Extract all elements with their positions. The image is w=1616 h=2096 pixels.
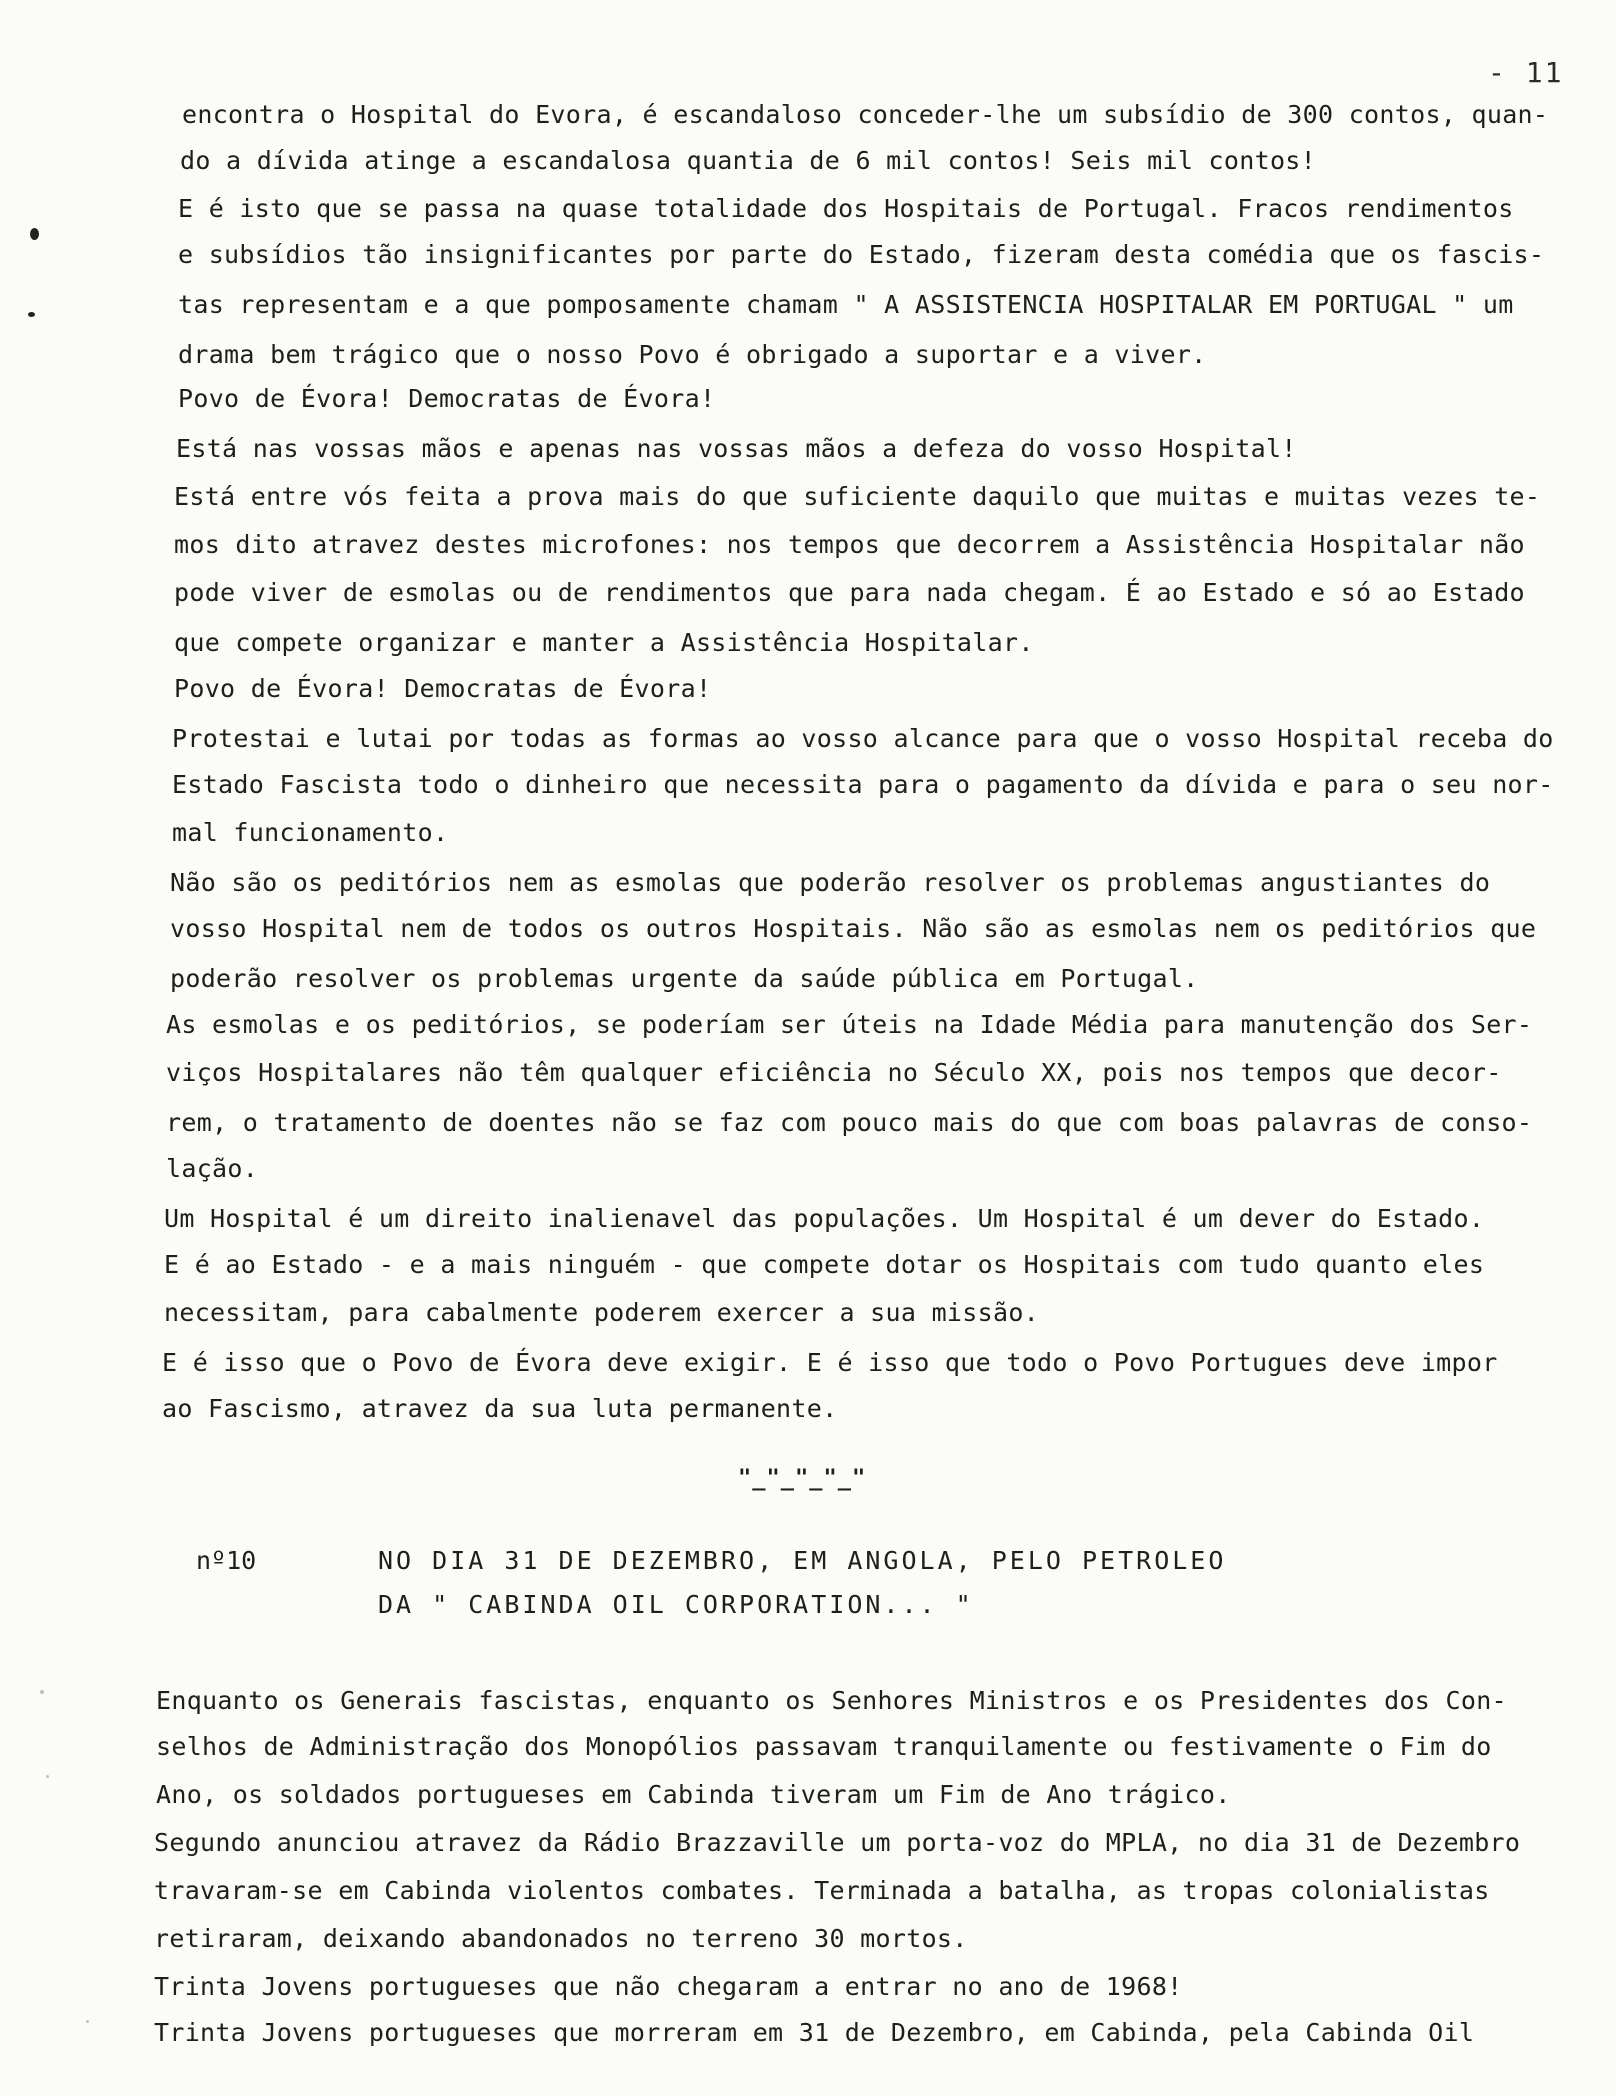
body-line: mal funcionamento. — [172, 818, 449, 847]
body-line: As esmolas e os peditórios, se poderíam ser úteis na Idade Média para manutenção dos Ser- — [166, 1010, 1533, 1039]
scan-mark — [28, 312, 35, 317]
body-line: drama bem trágico que o nosso Povo é obrigado a suportar e a viver. — [178, 340, 1207, 369]
body-line: pode viver de esmolas ou de rendimentos que para nada chegam. É ao Estado e só ao Estado — [174, 578, 1525, 607]
body-line: e subsídios tão insignificantes por parte do Estado, fizeram desta comédia que os fascis- — [178, 240, 1545, 269]
scan-speck — [86, 2020, 89, 2023]
body-line: E é ao Estado - e a mais ninguém - que compete dotar os Hospitais com tudo quanto eles — [164, 1250, 1485, 1279]
body-line: viços Hospitalares não têm qualquer eficiência no Século XX, pois nos tempos que decor- — [166, 1058, 1502, 1087]
section-line: travaram-se em Cabinda violentos combates. Terminada a batalha, as tropas colonialistas — [154, 1876, 1490, 1905]
body-line: E é isso que o Povo de Évora deve exigir. E é isso que todo o Povo Portugues deve impor — [162, 1348, 1498, 1377]
body-line: Não são os peditórios nem as esmolas que poderão resolver os problemas angustiantes do — [170, 868, 1491, 897]
body-line: ao Fascismo, atravez da sua luta permanente. — [162, 1394, 838, 1423]
body-line: Estado Fascista todo o dinheiro que necessita para o pagamento da dívida e para o seu nor- — [172, 770, 1554, 799]
body-line: lação. — [166, 1154, 259, 1183]
body-line: E é isto que se passa na quase totalidade dos Hospitais de Portugal. Fracos rendimentos — [178, 194, 1514, 223]
section-line: Segundo anunciou atravez da Rádio Brazzaville um porta-voz do MPLA, no dia 31 de Dezembro — [154, 1828, 1521, 1857]
body-line: do a dívida atinge a escandalosa quantia de 6 mil contos! Seis mil contos! — [180, 146, 1316, 175]
section-line: Trinta Jovens portugueses que morreram em 31 de Dezembro, em Cabinda, pela Cabinda Oil — [154, 2018, 1475, 2047]
section-separator: "_"_"_"_" — [738, 1466, 867, 1491]
body-line: Povo de Évora! Democratas de Évora! — [178, 384, 716, 413]
body-line: encontra o Hospital do Evora, é escandaloso conceder-lhe um subsídio de 300 contos, quan- — [182, 100, 1549, 129]
body-line: necessitam, para cabalmente poderem exercer a sua missão. — [164, 1298, 1040, 1327]
body-line: vosso Hospital nem de todos os outros Hospitais. Não são as esmolas nem os peditórios que — [170, 914, 1537, 943]
section-line: Ano, os soldados portugueses em Cabinda tiveram um Fim de Ano trágico. — [156, 1780, 1231, 1809]
body-line: Está nas vossas mãos e apenas nas vossas mãos a defeza do vosso Hospital! — [176, 434, 1297, 463]
body-line: poderão resolver os problemas urgente da saúde pública em Portugal. — [170, 964, 1199, 993]
body-line: Um Hospital é um direito inalienavel das populações. Um Hospital é um dever do Estado. — [164, 1204, 1485, 1233]
body-line: mos dito atravez destes microfones: nos tempos que decorrem a Assistência Hospitalar não — [174, 530, 1525, 559]
body-line: Povo de Évora! Democratas de Évora! — [174, 674, 712, 703]
section-heading-line-1: NO DIA 31 DE DEZEMBRO, EM ANGOLA, PELO PETROLEO — [378, 1546, 1227, 1575]
body-line: rem, o tratamento de doentes não se faz com pouco mais do que com boas palavras de conso- — [166, 1108, 1533, 1137]
section-line: selhos de Administração dos Monopólios passavam tranquilamente ou festivamente o Fim do — [156, 1732, 1492, 1761]
section-line: retiraram, deixando abandonados no terreno 30 mortos. — [154, 1924, 968, 1953]
section-line: Enquanto os Generais fascistas, enquanto os Senhores Ministros e os Presidentes dos Con- — [156, 1686, 1507, 1715]
page-number: - 11 — [1488, 56, 1564, 89]
body-line: que compete organizar e manter a Assistência Hospitalar. — [174, 628, 1034, 657]
scan-speck — [46, 1775, 49, 1778]
body-line: Protestai e lutai por todas as formas ao vosso alcance para que o vosso Hospital receba do — [172, 724, 1554, 753]
section-heading-line-2: DA " CABINDA OIL CORPORATION... " — [378, 1590, 974, 1619]
item-number: nº10 — [196, 1546, 257, 1575]
body-line: tas representam e a que pomposamente chamam " A ASSISTENCIA HOSPITALAR EM PORTUGAL " um — [178, 290, 1514, 319]
body-line: Está entre vós feita a prova mais do que suficiente daquilo que muitas e muitas vezes te- — [174, 482, 1541, 511]
scan-speck — [40, 1690, 44, 1694]
section-line: Trinta Jovens portugueses que não chegaram a entrar no ano de 1968! — [154, 1972, 1183, 2001]
scan-mark — [30, 228, 39, 240]
